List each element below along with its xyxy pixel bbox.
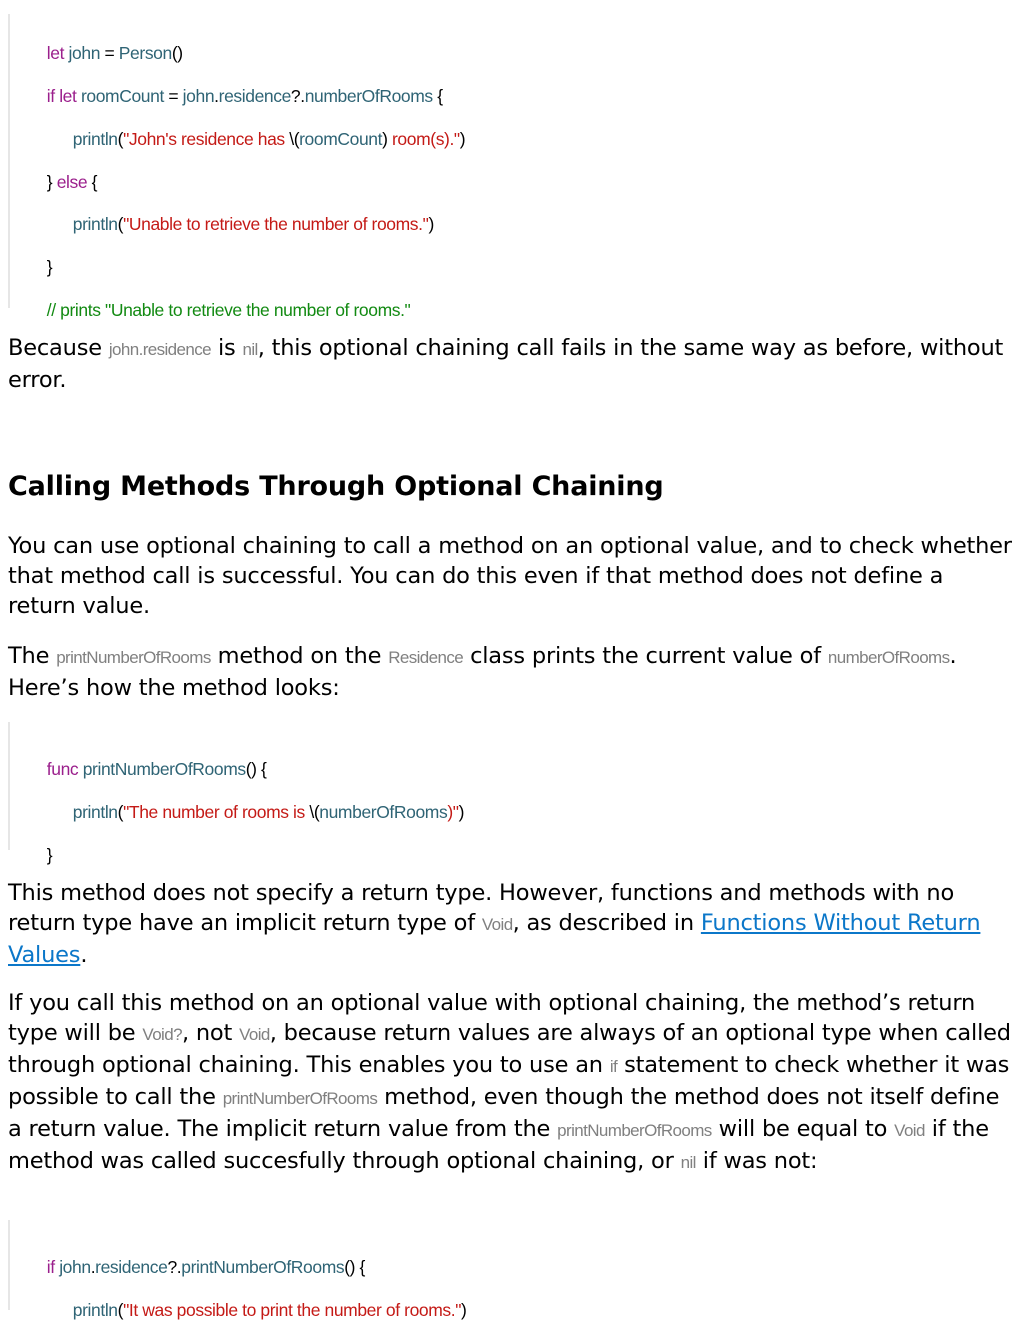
code-block-room-count xyxy=(8,14,620,320)
code-line: if let roomCount = john.residence?.numberOfRooms { xyxy=(46,86,443,106)
inline-code: numberOfRooms xyxy=(827,648,950,667)
code-comment: // prints "Unable to retrieve the number of rooms." xyxy=(46,300,411,320)
inline-code: nil xyxy=(680,1153,696,1172)
code-block-if-check xyxy=(8,1220,620,1320)
paragraph-return-type: This method does not specify a return type. However, functions and methods with no return type have an implicit return type of Void, as described in Functions Without Return Values. xyxy=(8,880,981,968)
code-line: println("Unable to retrieve the number of rooms.") xyxy=(72,214,434,234)
code-line: if john.residence?.printNumberOfRooms() { xyxy=(46,1257,365,1277)
code-line: } xyxy=(46,845,53,865)
code-line: println("It was possible to print the number of rooms.") xyxy=(72,1300,467,1320)
inline-code: Void xyxy=(481,915,513,934)
code-line: println("John's residence has \(roomCount) room(s).") xyxy=(72,129,466,149)
inline-code: Residence xyxy=(388,648,464,667)
code-line: } else { xyxy=(46,172,98,192)
paragraph-nil-explanation: Because john.residence is nil, this optional chaining call fails in the same way as before, without error. xyxy=(8,335,1004,393)
functions-without-return-values-link[interactable]: Functions Without Return Values xyxy=(8,910,981,968)
inline-code: Void xyxy=(894,1121,925,1140)
section-heading: Calling Methods Through Optional Chaining xyxy=(8,471,664,502)
code-line: let john = Person() xyxy=(46,43,183,63)
inline-code: printNumberOfRooms xyxy=(557,1121,712,1140)
code-block-print-method xyxy=(8,722,620,865)
code-line: } xyxy=(46,257,53,277)
paragraph-method-description: The printNumberOfRooms method on the Residence class prints the current value of numberOfRooms. Here’s how the method looks: xyxy=(8,643,957,701)
inline-code: if xyxy=(609,1057,618,1076)
paragraph-intro: You can use optional chaining to call a method on an optional value, and to check whether that method call is successful. You can do this even if that method does not define a return value. xyxy=(8,533,1012,619)
inline-code: Void? xyxy=(142,1025,182,1044)
inline-code: printNumberOfRooms xyxy=(56,648,211,667)
code-line: func printNumberOfRooms() { xyxy=(46,759,267,779)
inline-code: Void xyxy=(239,1025,270,1044)
code-line: println("The number of rooms is \(numberOfRooms)") xyxy=(72,802,464,822)
inline-code: nil xyxy=(242,340,258,359)
inline-code: john.residence xyxy=(108,340,212,359)
paragraph-optional-void: If you call this method on an optional value with optional chaining, the method’s return type will be Void?, not Void, because return values are always of an optional type when called through optional chaining. This enables you to use an if statement to check whether it was possible to call the printNumberOfRooms method, even though the method does not itself define a return value. The implicit return value from the printNumberOfRooms will be equal to Void if the method was called succesfully through optional chaining, or nil if was not: xyxy=(8,990,1011,1174)
inline-code: printNumberOfRooms xyxy=(222,1089,378,1108)
